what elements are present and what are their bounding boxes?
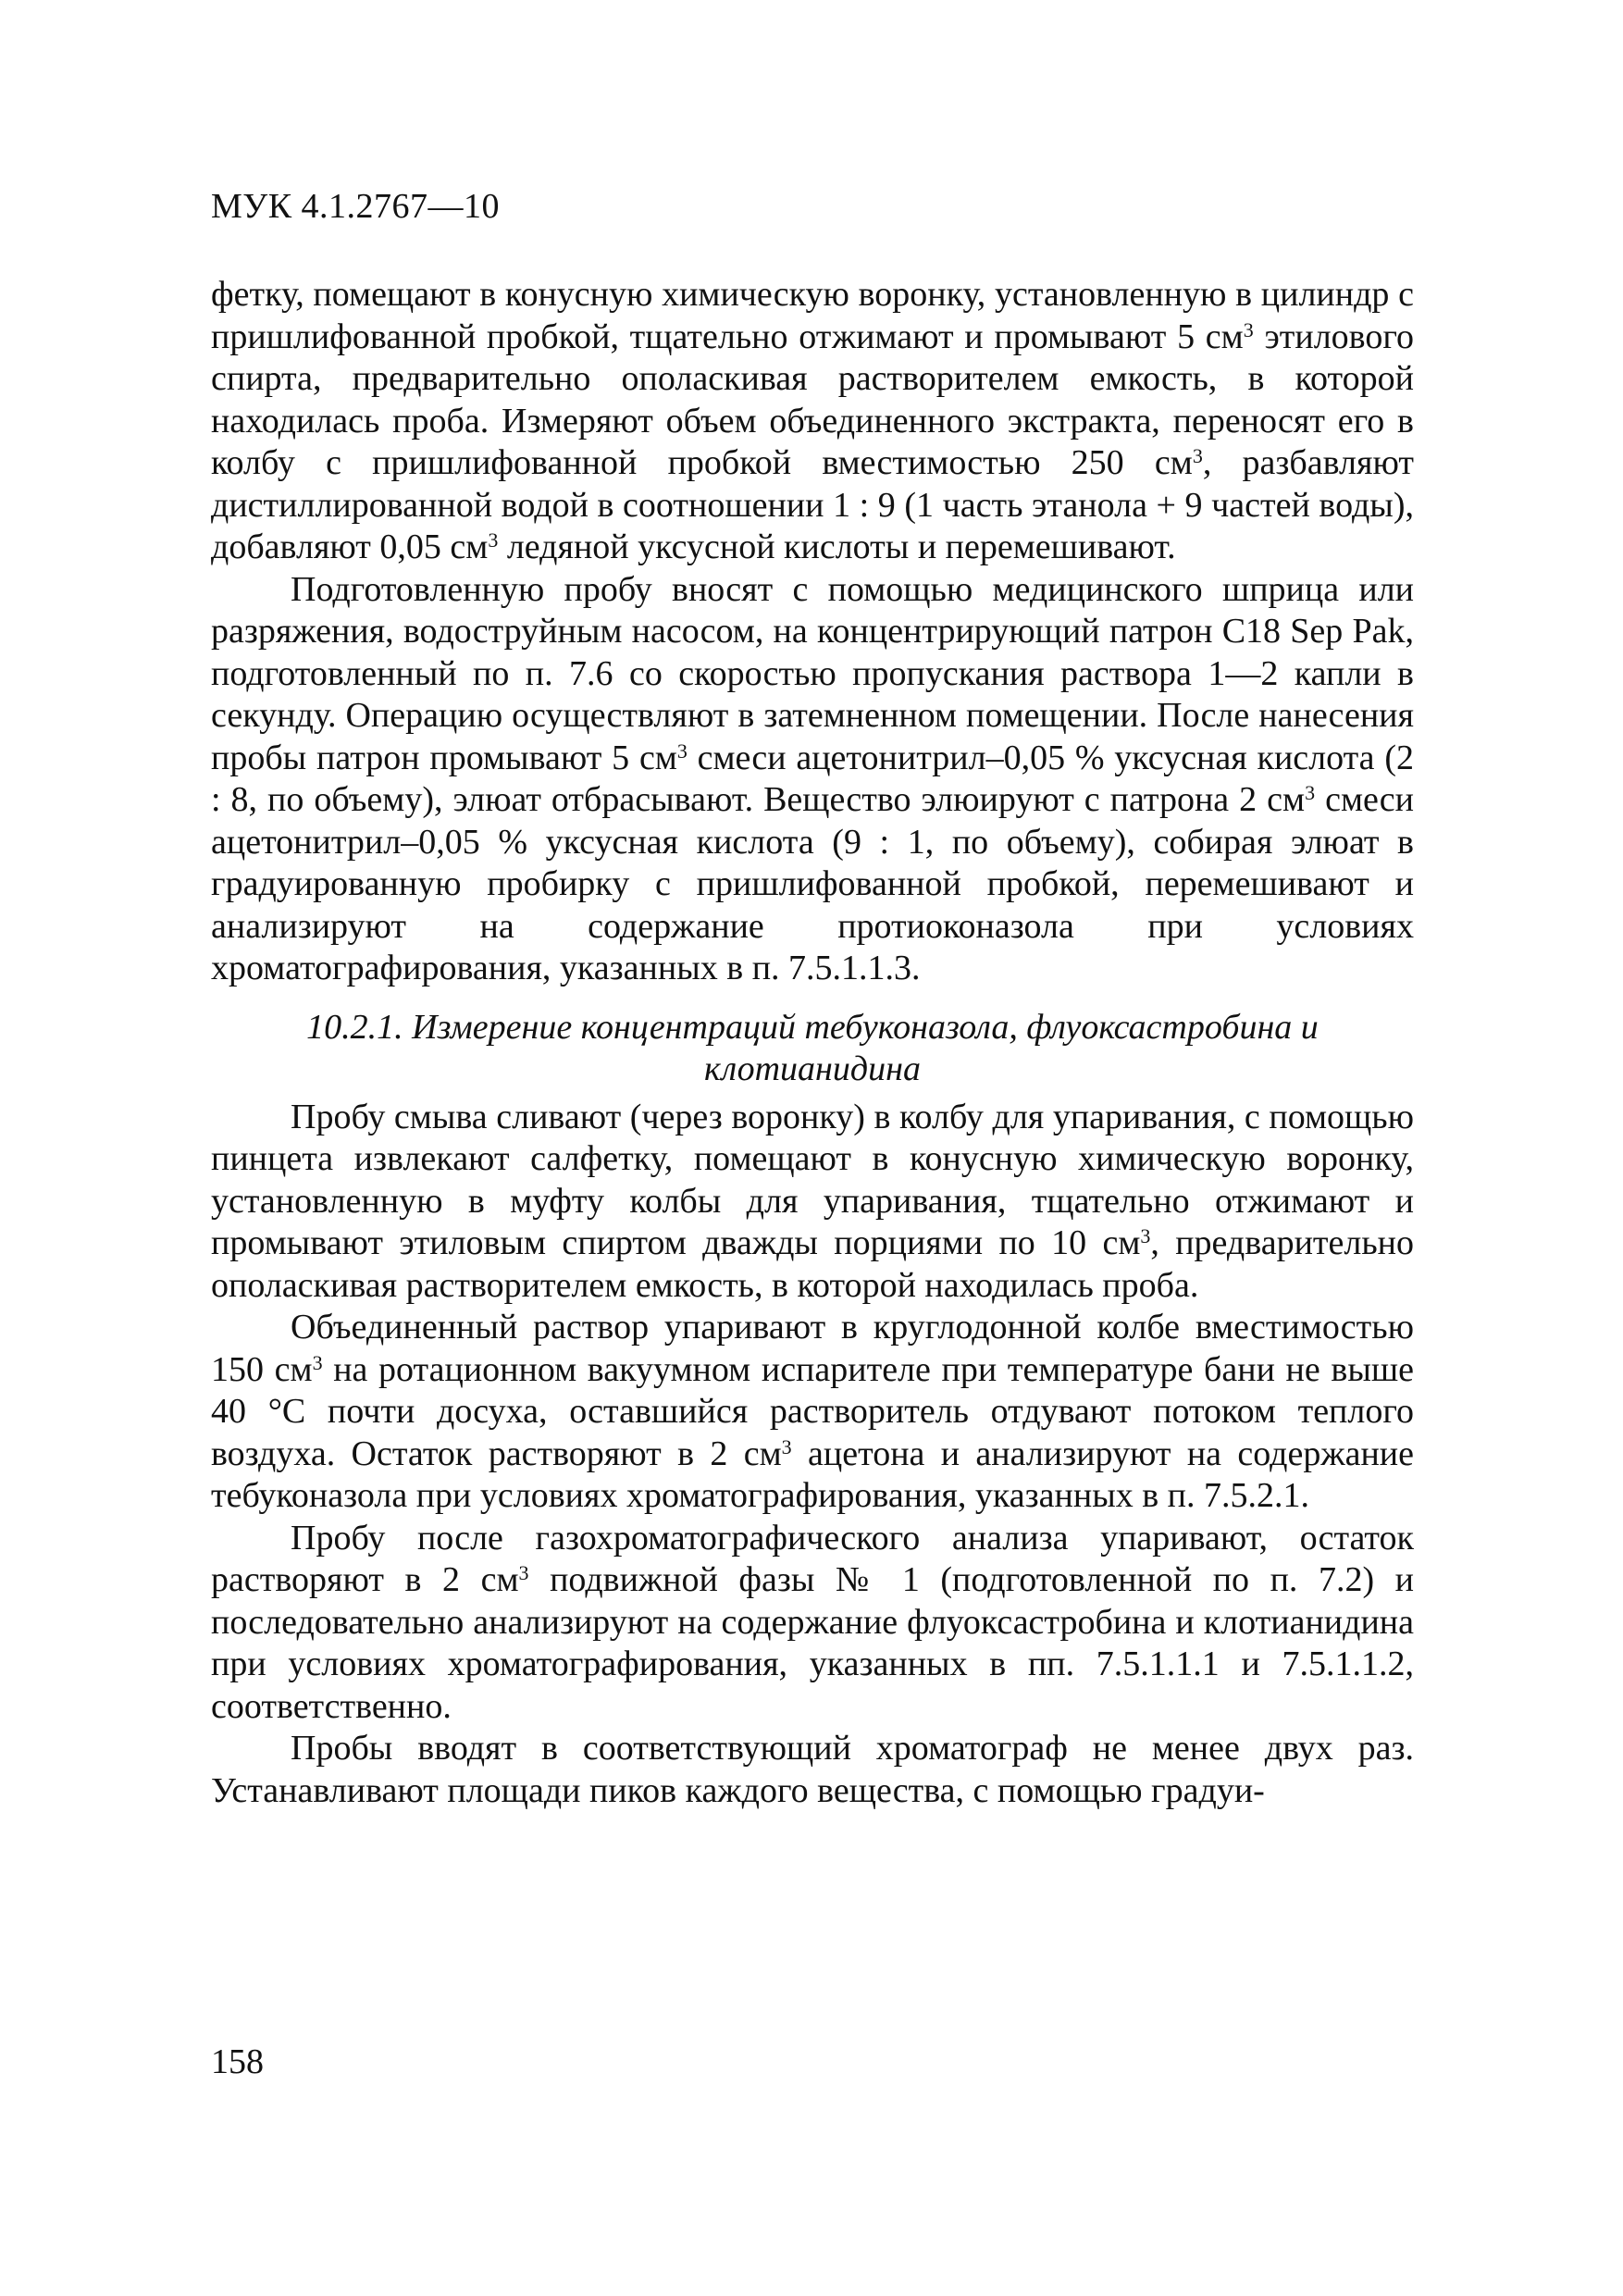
superscript: 3 bbox=[676, 738, 688, 763]
section-heading-line-1: 10.2.1. Измерение концентраций тебуконазола, флуоксастробина и bbox=[306, 1007, 1319, 1047]
superscript: 3 bbox=[518, 1561, 529, 1585]
paragraph-text: этилового спирта, предварительно ополаскивая растворителем емкость, в которой находилась проба. Измеряют объем объединенного экстракта, переносят его в колбу с пришлифованной пробкой вместимостью 250 см bbox=[211, 316, 1415, 482]
section-heading-line-2: клотианидина bbox=[704, 1049, 921, 1088]
paragraph-text: Пробу смыва сливают (через воронку) в колбу для упаривания, с помощью пинцета извлекают салфетку, помещают в конусную химическую воронку, установленную в муфту колбы для упаривания, тщательно отжимают и промывают этиловым спиртом дважды порциями по 10 см bbox=[211, 1097, 1414, 1262]
paragraph-1 bbox=[211, 274, 1414, 569]
superscript: 3 bbox=[1140, 1224, 1151, 1248]
paragraph-text: на ротационном вакуумном испарителе при температуре бани не выше 40 °C почти досуха, оставшийся растворитель отдувают потоком теплого воздуха. Остаток растворяют в 2 см bbox=[211, 1349, 1414, 1473]
paragraph-5 bbox=[211, 1518, 1414, 1729]
paragraph-3 bbox=[211, 1097, 1414, 1308]
paragraph-text: ледяной уксусной кислоты и перемешивают. bbox=[506, 527, 1176, 566]
body-text bbox=[211, 274, 1414, 1812]
paragraph-6 bbox=[211, 1728, 1414, 1812]
paragraph-text: Объединенный раствор упаривают в круглодонной колбе вместимостью 150 см bbox=[211, 1308, 1414, 1389]
paragraph-2 bbox=[211, 569, 1414, 990]
paragraph-text: , предварительно ополаскивая растворителем емкость, в которой находилась проба. bbox=[211, 1223, 1415, 1305]
superscript: 3 bbox=[488, 528, 499, 552]
paragraph-4 bbox=[211, 1307, 1414, 1518]
superscript: 3 bbox=[1305, 781, 1316, 805]
superscript: 3 bbox=[1243, 317, 1254, 341]
paragraph-text: Подготовленную пробу вносят с помощью медицинского шприца или разряжения, водоструйным насосом, на концентрирующий патрон C18 Sep Pak, подготовленный по п. 7.6 со скоростью пропускания раствора 1—2 капли в секунду. Операцию осуществляют в затемненном помещении. После нанесения пробы патрон промывают 5 см bbox=[211, 569, 1414, 777]
paragraph-text: Пробу после газохроматографического анализа упаривают, остаток растворяют в 2 см bbox=[211, 1518, 1414, 1599]
superscript: 3 bbox=[312, 1350, 323, 1374]
paragraph-text: смеси ацетонитрил–0,05 % уксусная кислота (2 : 8, по объему), элюат отбрасывают. Вещество элюируют с патрона 2 см bbox=[211, 738, 1414, 819]
paragraph-text: подвижной фазы № 1 (подготовленной по п. 7.2) и последовательно анализируют на содержание флуоксастробина и клотианидина при условиях хроматографирования, указанных в пп. 7.5.1.1.1 и 7.5.1.1.2, соответственно. bbox=[211, 1560, 1415, 1726]
paragraph-text: ацетона и анализируют на содержание тебуконазола при условиях хроматографирования, указанных в п. 7.5.2.1. bbox=[211, 1433, 1415, 1515]
running-header: МУК 4.1.2767—10 bbox=[211, 187, 501, 226]
superscript: 3 bbox=[1192, 444, 1203, 468]
page-number: 158 bbox=[211, 2042, 264, 2081]
paragraph-text: , разбавляют дистиллированной водой в соотношении 1 : 9 (1 часть этанола + 9 частей воды), добавляют 0,05 см bbox=[211, 443, 1414, 566]
section-heading bbox=[211, 1007, 1414, 1091]
paragraph-text: смеси ацетонитрил–0,05 % уксусная кислота (9 : 1, по объему), собирая элюат в градуированную пробирку с пришлифованной пробкой, перемешивают и анализируют на содержание протиоконазола при условиях хроматографирования, указанных в п. 7.5.1.1.3. bbox=[211, 780, 1415, 987]
superscript: 3 bbox=[781, 1434, 792, 1458]
paragraph-text: фетку, помещают в конусную химическую воронку, установленную в цилиндр с пришлифованной пробкой, тщательно отжимают и промывают 5 см bbox=[211, 275, 1414, 356]
paragraph-text: Пробы вводят в соответствующий хроматограф не менее двух раз. Устанавливают площади пиков каждого вещества, с помощью градуи- bbox=[211, 1729, 1414, 1810]
